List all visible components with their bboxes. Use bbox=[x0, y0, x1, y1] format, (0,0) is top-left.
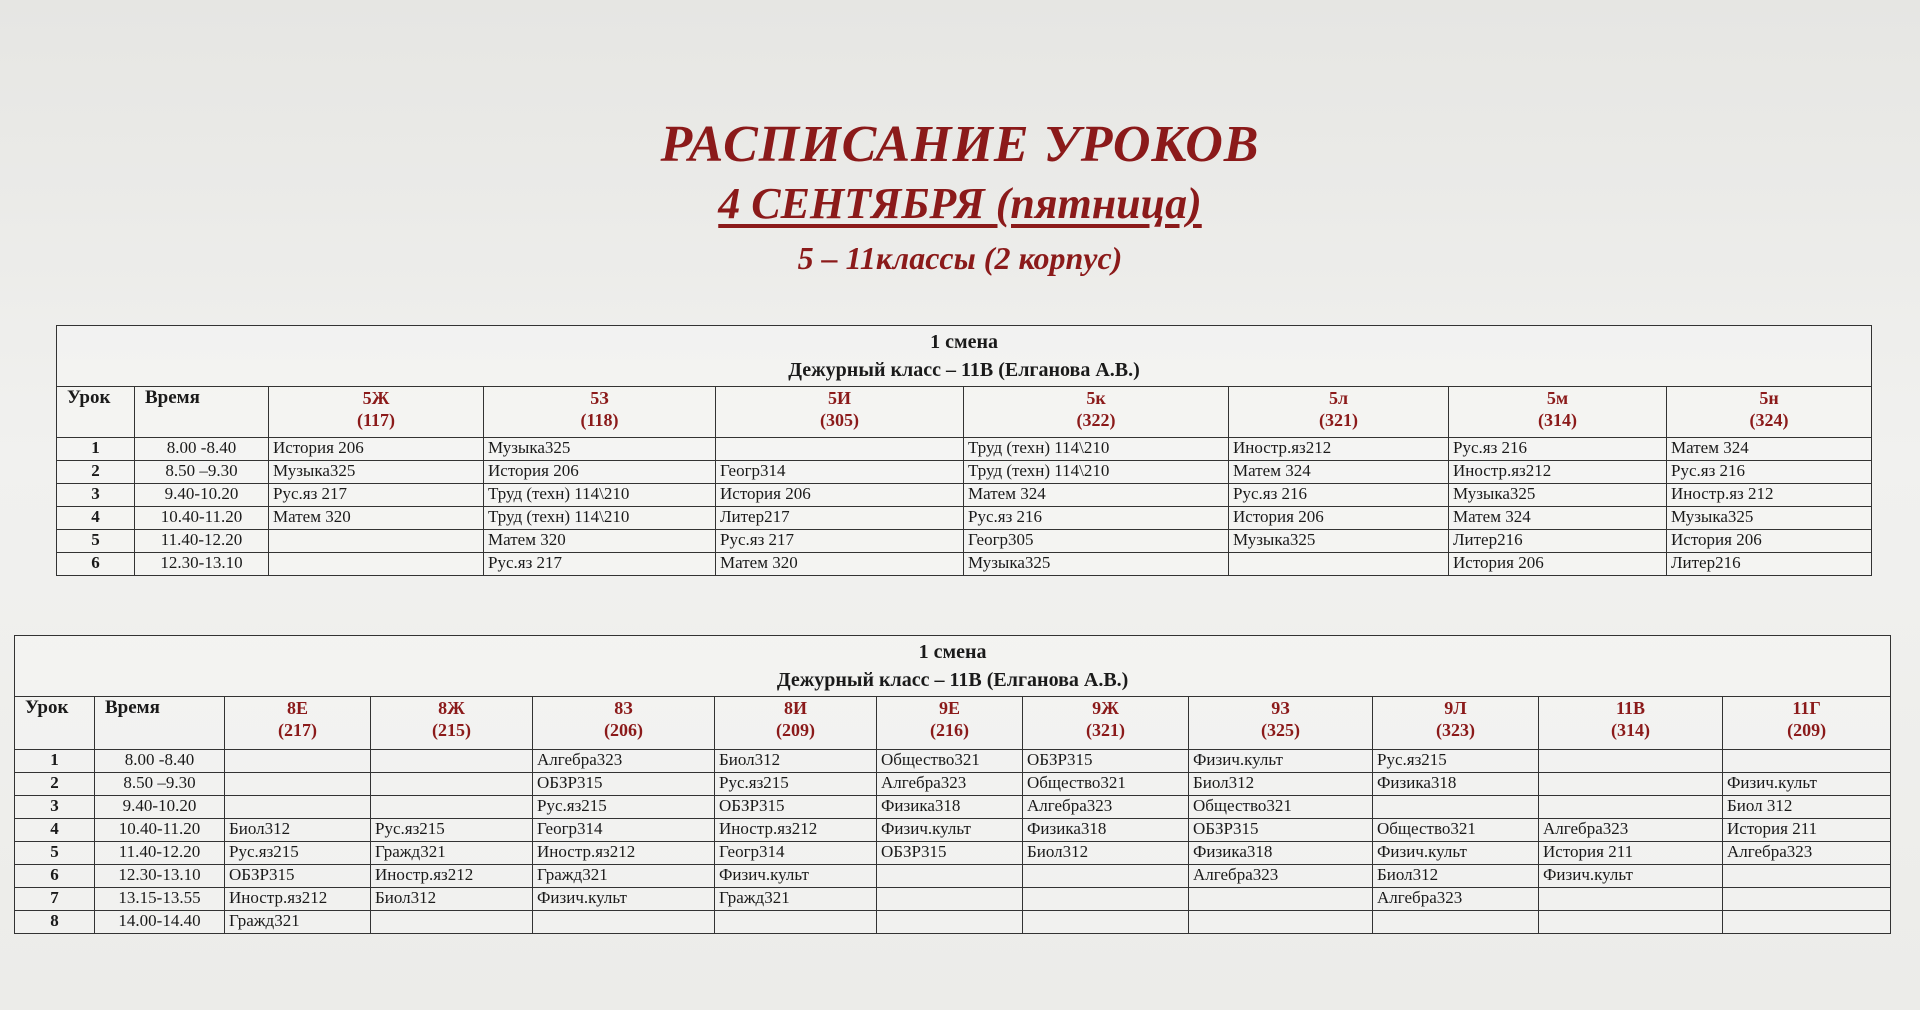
subject-cell: Физич.культ bbox=[1189, 750, 1373, 773]
subject-cell: Физика318 bbox=[1023, 819, 1189, 842]
subject-cell: Биол312 bbox=[371, 888, 533, 911]
lesson-number: 5 bbox=[57, 530, 135, 553]
subject-cell bbox=[1189, 888, 1373, 911]
class-room: (209) bbox=[1787, 720, 1827, 740]
subject-cell: Физич.культ bbox=[533, 888, 715, 911]
lesson-column-header: Урок bbox=[15, 697, 95, 750]
subject-cell: Иностр.яз212 bbox=[371, 865, 533, 888]
subject-cell: Литер217 bbox=[716, 507, 964, 530]
table-row bbox=[57, 461, 1872, 484]
subject-cell: Гражд321 bbox=[371, 842, 533, 865]
subject-cell bbox=[269, 530, 484, 553]
subject-cell: Музыка325 bbox=[1667, 507, 1872, 530]
subject-cell: ОБЗР315 bbox=[225, 865, 371, 888]
table-row bbox=[15, 865, 1891, 888]
subject-cell: Матем 324 bbox=[1229, 461, 1449, 484]
class-column-header bbox=[1229, 387, 1449, 438]
subject-cell: История 206 bbox=[269, 438, 484, 461]
subject-cell: Иностр.яз212 bbox=[533, 842, 715, 865]
subject-cell bbox=[1023, 911, 1189, 934]
subject-cell: Геогр314 bbox=[716, 461, 964, 484]
subject-cell: Алгебра323 bbox=[877, 773, 1023, 796]
lesson-number: 4 bbox=[57, 507, 135, 530]
table-row bbox=[15, 773, 1891, 796]
subject-cell bbox=[715, 911, 877, 934]
lesson-time: 10.40-11.20 bbox=[95, 819, 225, 842]
lesson-time: 14.00-14.40 bbox=[95, 911, 225, 934]
subject-cell: Рус.яз 217 bbox=[716, 530, 964, 553]
time-column-header: Время bbox=[135, 387, 269, 438]
subject-cell: Труд (техн) 114\210 bbox=[964, 438, 1229, 461]
subject-cell bbox=[1539, 796, 1723, 819]
subject-cell: Биол312 bbox=[715, 750, 877, 773]
duty-class-label: Дежурный класс – 11В (Елганова А.В.) bbox=[776, 669, 1129, 691]
subject-cell bbox=[1539, 888, 1723, 911]
subject-cell: История 206 bbox=[1449, 553, 1667, 576]
table-row bbox=[15, 819, 1891, 842]
lesson-number: 1 bbox=[57, 438, 135, 461]
class-column-header bbox=[716, 387, 964, 438]
lesson-time: 11.40-12.20 bbox=[95, 842, 225, 865]
class-column-header bbox=[1449, 387, 1667, 438]
subject-cell: Физика318 bbox=[1189, 842, 1373, 865]
subject-cell: ОБЗР315 bbox=[1189, 819, 1373, 842]
class-room: (206) bbox=[604, 720, 643, 740]
class-name: 5н bbox=[1759, 388, 1779, 408]
lesson-number: 2 bbox=[15, 773, 95, 796]
lesson-number: 3 bbox=[57, 484, 135, 507]
class-column-header bbox=[533, 697, 715, 750]
subject-cell: Рус.яз215 bbox=[1373, 750, 1539, 773]
class-room: (324) bbox=[1749, 410, 1789, 430]
class-column-header bbox=[1189, 697, 1373, 750]
class-name: 8Ж bbox=[438, 698, 465, 718]
subject-cell: История 206 bbox=[1667, 530, 1872, 553]
date-heading bbox=[0, 178, 1920, 229]
subject-cell bbox=[371, 773, 533, 796]
subject-cell: Общество321 bbox=[1023, 773, 1189, 796]
class-name: 5л bbox=[1328, 388, 1349, 408]
subject-cell: Музыка325 bbox=[1449, 484, 1667, 507]
table-row bbox=[57, 438, 1872, 461]
subject-cell: Гражд321 bbox=[225, 911, 371, 934]
subject-cell: ОБЗР315 bbox=[1023, 750, 1189, 773]
class-room: (314) bbox=[1611, 720, 1650, 740]
subject-cell: Музыка325 bbox=[964, 553, 1229, 576]
subject-cell: Общество321 bbox=[1189, 796, 1373, 819]
subject-cell: ОБЗР315 bbox=[533, 773, 715, 796]
lesson-number: 6 bbox=[15, 865, 95, 888]
subject-cell: Матем 320 bbox=[716, 553, 964, 576]
subject-cell bbox=[371, 796, 533, 819]
subject-cell bbox=[1723, 750, 1891, 773]
subject-cell: Общество321 bbox=[877, 750, 1023, 773]
subject-cell bbox=[877, 911, 1023, 934]
subject-cell: Труд (техн) 114\210 bbox=[484, 507, 716, 530]
table-row bbox=[57, 530, 1872, 553]
lesson-time: 12.30-13.10 bbox=[95, 865, 225, 888]
class-name: 5к bbox=[1086, 388, 1106, 408]
class-name: 8И bbox=[783, 698, 807, 718]
subject-cell: Геогр314 bbox=[533, 819, 715, 842]
class-column-header bbox=[225, 697, 371, 750]
subject-cell: Алгебра323 bbox=[1723, 842, 1891, 865]
subject-cell: Алгебра323 bbox=[533, 750, 715, 773]
subject-cell: Биол312 bbox=[1023, 842, 1189, 865]
subject-cell bbox=[269, 553, 484, 576]
subject-cell: Физич.культ bbox=[1373, 842, 1539, 865]
subject-cell bbox=[1539, 911, 1723, 934]
class-room: (209) bbox=[776, 720, 815, 740]
class-name: 5Ж bbox=[362, 388, 390, 408]
class-column-header bbox=[1723, 697, 1891, 750]
lesson-number: 1 bbox=[15, 750, 95, 773]
lesson-time: 8.00 -8.40 bbox=[95, 750, 225, 773]
lesson-number: 8 bbox=[15, 911, 95, 934]
schedule-table-grades-8-11 bbox=[14, 635, 1891, 934]
class-room: (321) bbox=[1319, 410, 1358, 430]
date-text: 4 СЕНТЯБРЯ (пятница) bbox=[718, 179, 1202, 228]
subject-cell bbox=[1189, 911, 1373, 934]
subject-cell: Алгебра323 bbox=[1373, 888, 1539, 911]
class-name: 9Е bbox=[938, 698, 960, 718]
subject-cell bbox=[533, 911, 715, 934]
subject-cell: Музыка325 bbox=[484, 438, 716, 461]
subject-cell: Биол312 bbox=[1189, 773, 1373, 796]
class-room: (305) bbox=[820, 410, 859, 430]
lesson-time: 8.50 –9.30 bbox=[135, 461, 269, 484]
class-room: (216) bbox=[930, 720, 969, 740]
table-row bbox=[15, 750, 1891, 773]
subject-cell: Иностр.яз 212 bbox=[1667, 484, 1872, 507]
class-column-header bbox=[371, 697, 533, 750]
subject-cell: Геогр314 bbox=[715, 842, 877, 865]
table-row bbox=[15, 796, 1891, 819]
subject-cell: Биол312 bbox=[225, 819, 371, 842]
class-name: 9З bbox=[1271, 698, 1290, 718]
class-column-header bbox=[1667, 387, 1872, 438]
subject-cell: Гражд321 bbox=[715, 888, 877, 911]
subject-cell: Геогр305 bbox=[964, 530, 1229, 553]
subject-cell bbox=[225, 773, 371, 796]
subject-cell bbox=[1723, 911, 1891, 934]
subject-cell: Матем 320 bbox=[484, 530, 716, 553]
subject-cell: Физич.культ bbox=[1723, 773, 1891, 796]
subject-cell: Рус.яз215 bbox=[225, 842, 371, 865]
subject-cell: История 206 bbox=[484, 461, 716, 484]
subject-cell: Физика318 bbox=[877, 796, 1023, 819]
subject-cell bbox=[1723, 888, 1891, 911]
subject-cell: Иностр.яз212 bbox=[1449, 461, 1667, 484]
subject-cell: Физика318 bbox=[1373, 773, 1539, 796]
table-row bbox=[15, 842, 1891, 865]
lesson-number: 6 bbox=[57, 553, 135, 576]
class-name: 11Г bbox=[1792, 698, 1821, 718]
table-row bbox=[15, 888, 1891, 911]
subject-cell bbox=[877, 865, 1023, 888]
class-column-header bbox=[877, 697, 1023, 750]
class-room: (323) bbox=[1436, 720, 1475, 740]
class-room: (118) bbox=[580, 410, 619, 430]
subject-cell: Биол312 bbox=[1373, 865, 1539, 888]
table-row bbox=[57, 553, 1872, 576]
lesson-number: 5 bbox=[15, 842, 95, 865]
subject-cell: Музыка325 bbox=[269, 461, 484, 484]
table-row bbox=[15, 911, 1891, 934]
subject-cell: История 206 bbox=[1229, 507, 1449, 530]
subject-cell bbox=[716, 438, 964, 461]
subject-cell: Рус.яз 216 bbox=[1229, 484, 1449, 507]
class-room: (217) bbox=[278, 720, 317, 740]
lesson-column-header: Урок bbox=[57, 387, 135, 438]
subject-cell: Общество321 bbox=[1373, 819, 1539, 842]
class-name: 11В bbox=[1615, 698, 1645, 718]
class-name: 5И bbox=[827, 388, 851, 408]
subject-cell bbox=[1723, 865, 1891, 888]
class-column-header bbox=[1023, 697, 1189, 750]
subject-cell bbox=[1373, 911, 1539, 934]
class-column-header bbox=[715, 697, 877, 750]
lesson-time: 13.15-13.55 bbox=[95, 888, 225, 911]
lesson-number: 4 bbox=[15, 819, 95, 842]
class-room: (117) bbox=[357, 410, 395, 430]
subject-cell bbox=[371, 750, 533, 773]
subject-cell: Матем 324 bbox=[1449, 507, 1667, 530]
subject-cell bbox=[1023, 865, 1189, 888]
subject-cell: Труд (техн) 114\210 bbox=[964, 461, 1229, 484]
class-room: (215) bbox=[432, 720, 471, 740]
subject-cell: Физич.культ bbox=[1539, 865, 1723, 888]
subject-cell: ОБЗР315 bbox=[715, 796, 877, 819]
shift-label: 1 смена bbox=[918, 641, 987, 663]
subject-cell: Рус.яз 216 bbox=[1449, 438, 1667, 461]
class-room: (322) bbox=[1076, 410, 1116, 430]
time-column-header: Время bbox=[95, 697, 225, 750]
subject-cell bbox=[1023, 888, 1189, 911]
subject-cell: Рус.яз215 bbox=[371, 819, 533, 842]
schedule-table-grades-5 bbox=[56, 325, 1872, 576]
subject-cell: Рус.яз 216 bbox=[964, 507, 1229, 530]
subject-cell: Иностр.яз212 bbox=[1229, 438, 1449, 461]
class-column-header bbox=[484, 387, 716, 438]
lesson-number: 3 bbox=[15, 796, 95, 819]
subject-cell: Иностр.яз212 bbox=[225, 888, 371, 911]
subject-cell: Физич.культ bbox=[877, 819, 1023, 842]
subject-cell bbox=[371, 911, 533, 934]
subject-cell: Музыка325 bbox=[1229, 530, 1449, 553]
class-name: 8Е bbox=[286, 698, 308, 718]
subject-cell bbox=[1373, 796, 1539, 819]
lesson-number: 7 bbox=[15, 888, 95, 911]
subject-cell: Рус.яз215 bbox=[533, 796, 715, 819]
class-column-header bbox=[1539, 697, 1723, 750]
subject-cell bbox=[1539, 750, 1723, 773]
lesson-time: 9.40-10.20 bbox=[135, 484, 269, 507]
subject-cell bbox=[877, 888, 1023, 911]
class-room: (314) bbox=[1538, 410, 1577, 430]
subject-cell: Алгебра323 bbox=[1189, 865, 1373, 888]
lesson-time: 12.30-13.10 bbox=[135, 553, 269, 576]
subject-cell: История 206 bbox=[716, 484, 964, 507]
class-name: 5м bbox=[1546, 388, 1569, 408]
class-name: 5З bbox=[590, 388, 609, 408]
subject-cell: Литер216 bbox=[1449, 530, 1667, 553]
shift-label: 1 смена bbox=[930, 331, 998, 353]
subject-cell bbox=[225, 750, 371, 773]
lesson-time: 8.50 –9.30 bbox=[95, 773, 225, 796]
table-row bbox=[57, 484, 1872, 507]
table-row bbox=[57, 507, 1872, 530]
class-name: 9Л bbox=[1444, 698, 1467, 718]
grades-heading: 5 – 11классы (2 корпус) bbox=[797, 240, 1123, 276]
header-row bbox=[15, 697, 1891, 750]
subject-cell: История 211 bbox=[1539, 842, 1723, 865]
lesson-number: 2 bbox=[57, 461, 135, 484]
class-room: (325) bbox=[1261, 720, 1300, 740]
table-caption bbox=[57, 326, 1872, 387]
lesson-time: 11.40-12.20 bbox=[135, 530, 269, 553]
subject-cell: Алгебра323 bbox=[1539, 819, 1723, 842]
class-room: (321) bbox=[1086, 720, 1125, 740]
subject-cell bbox=[1229, 553, 1449, 576]
duty-class-label: Дежурный класс – 11В (Елганова А.В.) bbox=[788, 359, 1140, 381]
subject-cell: Алгебра323 bbox=[1023, 796, 1189, 819]
subject-cell bbox=[225, 796, 371, 819]
subject-cell: Рус.яз 217 bbox=[484, 553, 716, 576]
subject-cell: Иностр.яз212 bbox=[715, 819, 877, 842]
subject-cell: Матем 320 bbox=[269, 507, 484, 530]
lesson-time: 8.00 -8.40 bbox=[135, 438, 269, 461]
class-column-header bbox=[269, 387, 484, 438]
subject-cell: Рус.яз 216 bbox=[1667, 461, 1872, 484]
lesson-time: 9.40-10.20 bbox=[95, 796, 225, 819]
subject-cell: Литер216 bbox=[1667, 553, 1872, 576]
page-title: РАСПИСАНИЕ УРОКОВ bbox=[660, 116, 1260, 173]
subject-cell: Труд (техн) 114\210 bbox=[484, 484, 716, 507]
subject-cell: Рус.яз 217 bbox=[269, 484, 484, 507]
subject-cell: ОБЗР315 bbox=[877, 842, 1023, 865]
class-column-header bbox=[964, 387, 1229, 438]
table-caption bbox=[15, 636, 1891, 697]
subject-cell: Биол 312 bbox=[1723, 796, 1891, 819]
subject-cell: История 211 bbox=[1723, 819, 1891, 842]
subject-cell: Матем 324 bbox=[964, 484, 1229, 507]
class-name: 8З bbox=[614, 698, 633, 718]
header-row bbox=[57, 387, 1872, 438]
subject-cell: Рус.яз215 bbox=[715, 773, 877, 796]
subject-cell: Гражд321 bbox=[533, 865, 715, 888]
lesson-time: 10.40-11.20 bbox=[135, 507, 269, 530]
subject-cell: Матем 324 bbox=[1667, 438, 1872, 461]
class-name: 9Ж bbox=[1092, 698, 1119, 718]
class-column-header bbox=[1373, 697, 1539, 750]
subject-cell: Физич.культ bbox=[715, 865, 877, 888]
subject-cell bbox=[1539, 773, 1723, 796]
